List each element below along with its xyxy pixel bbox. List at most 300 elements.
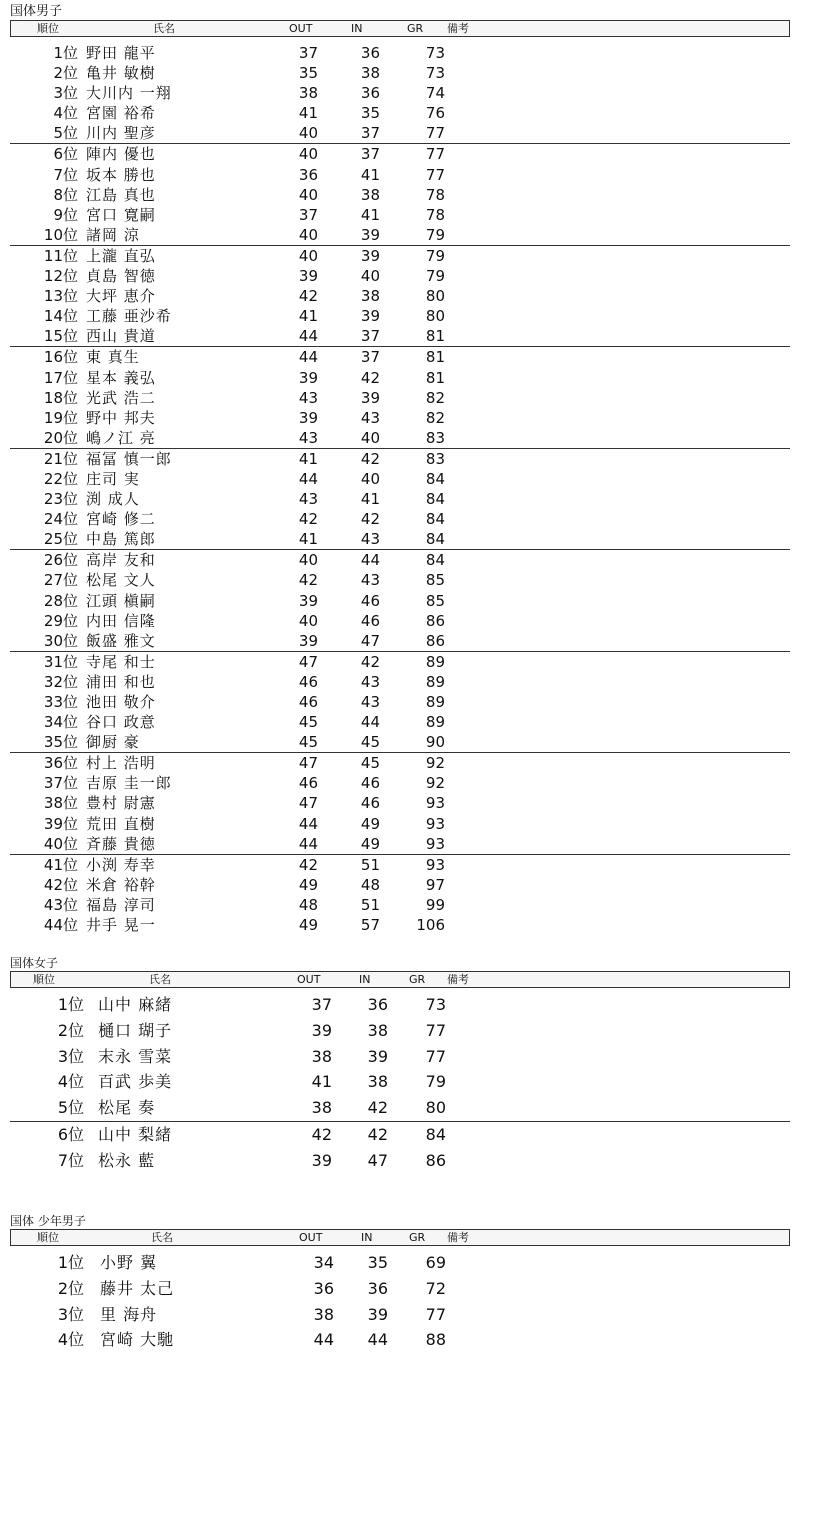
out-score-cell: 38 bbox=[298, 84, 318, 103]
rank-cell: 7位 bbox=[57, 1150, 84, 1170]
gross-score-cell: 77 bbox=[425, 145, 445, 164]
in-score-cell: 36 bbox=[367, 1278, 388, 1298]
name-cell: 宮口 寛嗣 bbox=[86, 205, 156, 224]
in-score-cell: 45 bbox=[360, 733, 380, 752]
rank-cell: 15位 bbox=[43, 327, 78, 346]
gross-score-cell: 93 bbox=[425, 814, 445, 833]
in-score-cell: 39 bbox=[367, 1046, 388, 1066]
rank-cell: 12位 bbox=[43, 267, 78, 286]
in-score-cell: 42 bbox=[367, 1124, 388, 1144]
out-score-cell: 40 bbox=[298, 185, 318, 204]
header-rank: 順位 bbox=[37, 1231, 59, 1244]
header-out: OUT bbox=[299, 1231, 323, 1244]
table-header bbox=[10, 1229, 790, 1246]
table-row bbox=[10, 205, 790, 225]
rank-cell: 44位 bbox=[43, 916, 78, 935]
in-score-cell: 38 bbox=[367, 1072, 388, 1092]
gross-score-cell: 79 bbox=[425, 267, 445, 286]
rank-cell: 1位 bbox=[57, 995, 84, 1014]
header-gr: GR bbox=[409, 973, 426, 986]
gross-score-cell: 85 bbox=[425, 591, 445, 610]
in-score-cell: 41 bbox=[360, 165, 380, 184]
gross-score-cell: 74 bbox=[425, 84, 445, 103]
name-cell: 宮崎 大馳 bbox=[100, 1330, 175, 1350]
name-cell: 野田 龍平 bbox=[86, 44, 156, 62]
out-score-cell: 36 bbox=[313, 1278, 334, 1298]
section-title: 国体女子 bbox=[10, 956, 59, 970]
gross-score-cell: 93 bbox=[425, 834, 445, 853]
gross-score-cell: 97 bbox=[425, 875, 445, 894]
table-row bbox=[10, 123, 790, 144]
out-score-cell: 42 bbox=[298, 855, 318, 874]
rank-cell: 4位 bbox=[57, 1330, 84, 1350]
name-cell: 光武 浩二 bbox=[86, 388, 156, 407]
in-score-cell: 36 bbox=[360, 84, 380, 103]
table-row bbox=[10, 992, 790, 1018]
out-score-cell: 39 bbox=[298, 267, 318, 286]
name-cell: 山中 麻緒 bbox=[98, 995, 173, 1014]
table-row bbox=[10, 1276, 790, 1302]
rank-cell: 4位 bbox=[57, 1072, 84, 1092]
in-score-cell: 39 bbox=[360, 388, 380, 407]
gross-score-cell: 93 bbox=[425, 794, 445, 813]
gross-score-cell: 86 bbox=[425, 631, 445, 650]
table-row bbox=[10, 875, 790, 895]
in-score-cell: 38 bbox=[360, 64, 380, 83]
in-score-cell: 42 bbox=[367, 1098, 388, 1118]
gross-score-cell: 77 bbox=[425, 165, 445, 184]
in-score-cell: 51 bbox=[360, 855, 380, 874]
out-score-cell: 44 bbox=[298, 814, 318, 833]
out-score-cell: 42 bbox=[298, 287, 318, 306]
rank-cell: 30位 bbox=[43, 631, 78, 650]
gross-score-cell: 82 bbox=[425, 408, 445, 427]
rank-cell: 35位 bbox=[43, 733, 78, 752]
out-score-cell: 39 bbox=[311, 1150, 332, 1170]
table-row bbox=[10, 915, 790, 935]
rank-cell: 5位 bbox=[57, 1098, 84, 1118]
header-gr: GR bbox=[407, 22, 424, 35]
rank-cell: 37位 bbox=[43, 774, 78, 793]
gross-score-cell: 81 bbox=[425, 368, 445, 387]
rank-cell: 14位 bbox=[43, 307, 78, 326]
name-cell: 内田 信隆 bbox=[86, 611, 156, 630]
out-score-cell: 45 bbox=[298, 713, 318, 732]
table-header bbox=[10, 971, 790, 988]
out-score-cell: 40 bbox=[298, 611, 318, 630]
gross-score-cell: 86 bbox=[425, 611, 445, 630]
rank-cell: 7位 bbox=[53, 165, 78, 184]
gross-score-cell: 77 bbox=[425, 124, 445, 143]
in-score-cell: 40 bbox=[360, 469, 380, 488]
out-score-cell: 38 bbox=[311, 1098, 332, 1118]
gross-score-cell: 77 bbox=[425, 1304, 446, 1324]
in-score-cell: 40 bbox=[360, 428, 380, 447]
header-note: 備考 bbox=[447, 22, 469, 35]
name-cell: 百武 歩美 bbox=[98, 1072, 173, 1092]
name-cell: 御厨 豪 bbox=[86, 733, 140, 752]
out-score-cell: 43 bbox=[298, 490, 318, 509]
table-row bbox=[10, 1148, 790, 1174]
out-score-cell: 41 bbox=[298, 530, 318, 549]
name-cell: 陣内 優也 bbox=[86, 145, 156, 164]
in-score-cell: 37 bbox=[360, 348, 380, 367]
name-cell: 江島 真也 bbox=[86, 185, 156, 204]
name-cell: 末永 雪菜 bbox=[98, 1046, 173, 1066]
in-score-cell: 43 bbox=[360, 571, 380, 590]
rank-cell: 24位 bbox=[43, 510, 78, 529]
out-score-cell: 35 bbox=[298, 64, 318, 83]
results-table bbox=[10, 1250, 790, 1353]
table-row bbox=[10, 225, 790, 246]
name-cell: 大坪 恵介 bbox=[86, 287, 156, 306]
rank-cell: 22位 bbox=[43, 469, 78, 488]
out-score-cell: 44 bbox=[298, 469, 318, 488]
gross-score-cell: 80 bbox=[425, 307, 445, 326]
gross-score-cell: 89 bbox=[425, 652, 445, 671]
in-score-cell: 37 bbox=[360, 124, 380, 143]
in-score-cell: 42 bbox=[360, 368, 380, 387]
gross-score-cell: 78 bbox=[425, 185, 445, 204]
in-score-cell: 48 bbox=[360, 875, 380, 894]
table-row bbox=[10, 165, 790, 185]
gross-score-cell: 81 bbox=[425, 348, 445, 367]
out-score-cell: 46 bbox=[298, 774, 318, 793]
table-row bbox=[10, 509, 790, 529]
gross-score-cell: 77 bbox=[425, 1046, 446, 1066]
name-cell: 諸岡 涼 bbox=[86, 225, 140, 244]
gross-score-cell: 84 bbox=[425, 510, 445, 529]
in-score-cell: 39 bbox=[360, 246, 380, 265]
gross-score-cell: 89 bbox=[425, 713, 445, 732]
table-row bbox=[10, 712, 790, 732]
table-row bbox=[10, 631, 790, 652]
gross-score-cell: 69 bbox=[425, 1253, 446, 1272]
in-score-cell: 39 bbox=[360, 225, 380, 244]
out-score-cell: 38 bbox=[313, 1304, 334, 1324]
header-in: IN bbox=[361, 1231, 373, 1244]
name-cell: 西山 貴道 bbox=[86, 327, 156, 346]
in-score-cell: 46 bbox=[360, 794, 380, 813]
in-score-cell: 41 bbox=[360, 205, 380, 224]
header-name: 氏名 bbox=[153, 22, 175, 35]
name-cell: 川内 聖彦 bbox=[86, 124, 156, 143]
table-row bbox=[10, 144, 790, 164]
table-header bbox=[10, 20, 790, 37]
gross-score-cell: 79 bbox=[425, 1072, 446, 1092]
header-note: 備考 bbox=[447, 1231, 469, 1244]
table-row bbox=[10, 368, 790, 388]
out-score-cell: 36 bbox=[298, 165, 318, 184]
gross-score-cell: 86 bbox=[425, 1150, 446, 1170]
out-score-cell: 40 bbox=[298, 145, 318, 164]
gross-score-cell: 77 bbox=[425, 1020, 446, 1040]
out-score-cell: 40 bbox=[298, 124, 318, 143]
in-score-cell: 43 bbox=[360, 408, 380, 427]
gross-score-cell: 79 bbox=[425, 246, 445, 265]
table-row bbox=[10, 388, 790, 408]
name-cell: 中島 篤郎 bbox=[86, 530, 156, 549]
name-cell: 浦田 和也 bbox=[86, 672, 156, 691]
rank-cell: 42位 bbox=[43, 875, 78, 894]
gross-score-cell: 84 bbox=[425, 1124, 446, 1144]
gross-score-cell: 84 bbox=[425, 490, 445, 509]
out-score-cell: 40 bbox=[298, 246, 318, 265]
out-score-cell: 46 bbox=[298, 693, 318, 711]
gross-score-cell: 83 bbox=[425, 449, 445, 468]
rank-cell: 34位 bbox=[43, 713, 78, 732]
gross-score-cell: 92 bbox=[425, 754, 445, 773]
out-score-cell: 47 bbox=[298, 652, 318, 671]
in-score-cell: 43 bbox=[360, 672, 380, 691]
out-score-cell: 48 bbox=[298, 895, 318, 914]
rank-cell: 4位 bbox=[53, 104, 78, 123]
name-cell: 東 真生 bbox=[86, 348, 140, 367]
out-score-cell: 47 bbox=[298, 754, 318, 773]
gross-score-cell: 82 bbox=[425, 388, 445, 407]
in-score-cell: 42 bbox=[360, 449, 380, 468]
table-row bbox=[10, 489, 790, 509]
in-score-cell: 36 bbox=[367, 995, 388, 1014]
gross-score-cell: 84 bbox=[425, 551, 445, 570]
table-row bbox=[10, 266, 790, 286]
rank-cell: 33位 bbox=[43, 693, 78, 711]
name-cell: 福冨 慎一郎 bbox=[86, 449, 172, 468]
gross-score-cell: 84 bbox=[425, 530, 445, 549]
gross-score-cell: 73 bbox=[425, 995, 446, 1014]
gross-score-cell: 79 bbox=[425, 225, 445, 244]
table-row bbox=[10, 63, 790, 83]
rank-cell: 1位 bbox=[57, 1253, 84, 1272]
rank-cell: 31位 bbox=[43, 652, 78, 671]
table-row bbox=[10, 103, 790, 123]
table-row bbox=[10, 855, 790, 875]
out-score-cell: 45 bbox=[298, 733, 318, 752]
table-row bbox=[10, 306, 790, 326]
name-cell: 松永 藍 bbox=[98, 1150, 156, 1170]
in-score-cell: 46 bbox=[360, 774, 380, 793]
table-row bbox=[10, 793, 790, 813]
table-row bbox=[10, 529, 790, 550]
rank-cell: 2位 bbox=[53, 64, 78, 83]
table-row bbox=[10, 1302, 790, 1328]
table-row bbox=[10, 591, 790, 611]
gross-score-cell: 80 bbox=[425, 1098, 446, 1118]
in-score-cell: 46 bbox=[360, 611, 380, 630]
name-cell: 藤井 太己 bbox=[100, 1278, 175, 1298]
gross-score-cell: 89 bbox=[425, 693, 445, 711]
out-score-cell: 41 bbox=[298, 307, 318, 326]
rank-cell: 41位 bbox=[43, 855, 78, 874]
in-score-cell: 45 bbox=[360, 754, 380, 773]
out-score-cell: 49 bbox=[298, 916, 318, 935]
out-score-cell: 39 bbox=[298, 591, 318, 610]
name-cell: 小野 翼 bbox=[100, 1253, 158, 1272]
rank-cell: 3位 bbox=[57, 1046, 84, 1066]
out-score-cell: 44 bbox=[298, 348, 318, 367]
out-score-cell: 41 bbox=[311, 1072, 332, 1092]
name-cell: 山中 梨緒 bbox=[98, 1124, 173, 1144]
table-row bbox=[10, 347, 790, 367]
header-gr: GR bbox=[409, 1231, 426, 1244]
rank-cell: 6位 bbox=[57, 1124, 84, 1144]
name-cell: 宮崎 修二 bbox=[86, 510, 156, 529]
name-cell: 野中 邦夫 bbox=[86, 408, 156, 427]
header-out: OUT bbox=[289, 22, 313, 35]
rank-cell: 32位 bbox=[43, 672, 78, 691]
header-name: 氏名 bbox=[151, 1231, 173, 1244]
gross-score-cell: 89 bbox=[425, 672, 445, 691]
name-cell: 池田 敬介 bbox=[86, 693, 156, 711]
in-score-cell: 38 bbox=[360, 185, 380, 204]
in-score-cell: 49 bbox=[360, 834, 380, 853]
table-row bbox=[10, 732, 790, 753]
in-score-cell: 42 bbox=[360, 652, 380, 671]
rank-cell: 2位 bbox=[57, 1020, 84, 1040]
rank-cell: 28位 bbox=[43, 591, 78, 610]
rank-cell: 25位 bbox=[43, 530, 78, 549]
table-row bbox=[10, 449, 790, 469]
name-cell: 渕 成人 bbox=[86, 490, 140, 509]
table-row bbox=[10, 1044, 790, 1070]
name-cell: 豊村 尉憲 bbox=[86, 794, 156, 813]
name-cell: 吉原 圭一郎 bbox=[86, 774, 172, 793]
in-score-cell: 37 bbox=[360, 145, 380, 164]
header-rank: 順位 bbox=[33, 973, 55, 986]
gross-score-cell: 88 bbox=[425, 1330, 446, 1350]
gross-score-cell: 93 bbox=[425, 855, 445, 874]
table-row bbox=[10, 286, 790, 306]
rank-cell: 39位 bbox=[43, 814, 78, 833]
gross-score-cell: 83 bbox=[425, 428, 445, 447]
name-cell: 斉藤 貴徳 bbox=[86, 834, 156, 853]
in-score-cell: 38 bbox=[367, 1020, 388, 1040]
name-cell: 飯盛 雅文 bbox=[86, 631, 156, 650]
name-cell: 米倉 裕幹 bbox=[86, 875, 156, 894]
gross-score-cell: 84 bbox=[425, 469, 445, 488]
table-row bbox=[10, 570, 790, 590]
name-cell: 松尾 文人 bbox=[86, 571, 156, 590]
table-row bbox=[10, 83, 790, 103]
name-cell: 上瀧 直弘 bbox=[86, 246, 156, 265]
in-score-cell: 35 bbox=[367, 1253, 388, 1272]
in-score-cell: 39 bbox=[367, 1304, 388, 1324]
table-row bbox=[10, 469, 790, 489]
name-cell: 貞島 智徳 bbox=[86, 267, 156, 286]
out-score-cell: 47 bbox=[298, 794, 318, 813]
out-score-cell: 44 bbox=[298, 834, 318, 853]
out-score-cell: 44 bbox=[298, 327, 318, 346]
in-score-cell: 40 bbox=[360, 267, 380, 286]
rank-cell: 3位 bbox=[53, 84, 78, 103]
in-score-cell: 46 bbox=[360, 591, 380, 610]
table-row bbox=[10, 692, 790, 712]
table-row bbox=[10, 672, 790, 692]
name-cell: 小渕 寿幸 bbox=[86, 855, 156, 874]
rank-cell: 27位 bbox=[43, 571, 78, 590]
out-score-cell: 46 bbox=[298, 672, 318, 691]
out-score-cell: 43 bbox=[298, 388, 318, 407]
rank-cell: 20位 bbox=[43, 428, 78, 447]
in-score-cell: 35 bbox=[360, 104, 380, 123]
rank-cell: 10位 bbox=[43, 225, 78, 244]
out-score-cell: 40 bbox=[298, 225, 318, 244]
name-cell: 嶋ノ江 亮 bbox=[86, 428, 156, 447]
table-row bbox=[10, 834, 790, 855]
out-score-cell: 42 bbox=[311, 1124, 332, 1144]
out-score-cell: 34 bbox=[313, 1253, 334, 1272]
name-cell: 村上 浩明 bbox=[86, 754, 156, 773]
name-cell: 宮園 裕希 bbox=[86, 104, 156, 123]
name-cell: 星本 義弘 bbox=[86, 368, 156, 387]
table-row bbox=[10, 246, 790, 266]
table-row bbox=[10, 1250, 790, 1276]
in-score-cell: 44 bbox=[367, 1330, 388, 1350]
name-cell: 大川内 一翔 bbox=[86, 84, 172, 103]
out-score-cell: 42 bbox=[298, 571, 318, 590]
in-score-cell: 41 bbox=[360, 490, 380, 509]
table-row bbox=[10, 428, 790, 449]
men-results-section bbox=[10, 4, 790, 935]
name-cell: 庄司 実 bbox=[86, 469, 140, 488]
table-row bbox=[10, 1095, 790, 1122]
rank-cell: 17位 bbox=[43, 368, 78, 387]
out-score-cell: 39 bbox=[298, 368, 318, 387]
table-row bbox=[10, 814, 790, 834]
header-rank: 順位 bbox=[37, 22, 59, 35]
rank-cell: 1位 bbox=[53, 44, 78, 62]
rank-cell: 2位 bbox=[57, 1278, 84, 1298]
rank-cell: 36位 bbox=[43, 754, 78, 773]
name-cell: 工藤 亜沙希 bbox=[86, 307, 172, 326]
header-note: 備考 bbox=[447, 973, 469, 986]
out-score-cell: 39 bbox=[298, 631, 318, 650]
table-row bbox=[10, 326, 790, 347]
out-score-cell: 41 bbox=[298, 104, 318, 123]
results-table bbox=[10, 43, 790, 935]
table-row bbox=[10, 1327, 790, 1353]
name-cell: 谷口 政意 bbox=[86, 713, 156, 732]
out-score-cell: 49 bbox=[298, 875, 318, 894]
table-row bbox=[10, 550, 790, 570]
in-score-cell: 36 bbox=[360, 44, 380, 62]
in-score-cell: 49 bbox=[360, 814, 380, 833]
name-cell: 樋口 瑚子 bbox=[98, 1020, 173, 1040]
name-cell: 荒田 直樹 bbox=[86, 814, 156, 833]
table-row bbox=[10, 895, 790, 915]
section-title: 国体 少年男子 bbox=[10, 1214, 86, 1228]
rank-cell: 23位 bbox=[43, 490, 78, 509]
rank-cell: 6位 bbox=[53, 145, 78, 164]
name-cell: 里 海舟 bbox=[100, 1304, 158, 1324]
section-title: 国体男子 bbox=[10, 4, 63, 19]
gross-score-cell: 78 bbox=[425, 205, 445, 224]
rank-cell: 13位 bbox=[43, 287, 78, 306]
gross-score-cell: 92 bbox=[425, 774, 445, 793]
in-score-cell: 39 bbox=[360, 307, 380, 326]
table-row bbox=[10, 1122, 790, 1148]
gross-score-cell: 73 bbox=[425, 64, 445, 83]
out-score-cell: 37 bbox=[298, 205, 318, 224]
table-row bbox=[10, 773, 790, 793]
gross-score-cell: 99 bbox=[425, 895, 445, 914]
in-score-cell: 37 bbox=[360, 327, 380, 346]
gross-score-cell: 72 bbox=[425, 1278, 446, 1298]
rank-cell: 40位 bbox=[43, 834, 78, 853]
rank-cell: 26位 bbox=[43, 551, 78, 570]
rank-cell: 21位 bbox=[43, 449, 78, 468]
out-score-cell: 40 bbox=[298, 551, 318, 570]
